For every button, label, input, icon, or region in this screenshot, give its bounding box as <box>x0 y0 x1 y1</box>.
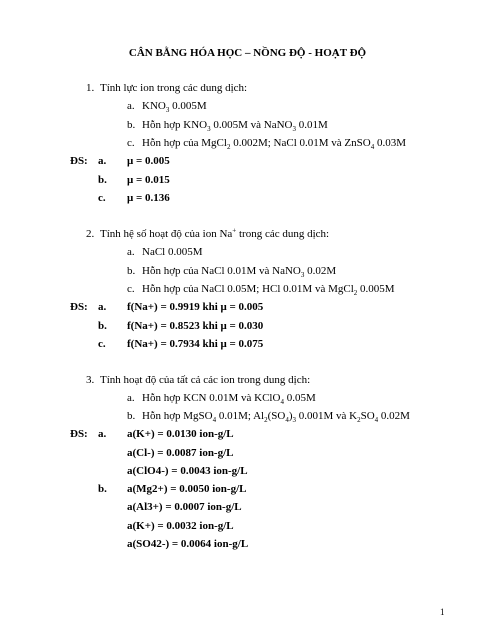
page-number: 1 <box>440 607 445 617</box>
q3-option-b-letter: b. <box>127 410 136 422</box>
question-2-text: Tính hệ số hoạt độ của ion Na+ trong các dung dịch: <box>100 226 330 240</box>
question-1-text: Tính lực ion trong các dung dịch: <box>100 82 248 94</box>
q2-option-c-letter: c. <box>127 283 135 295</box>
question-3-number: 3. <box>86 374 95 386</box>
q2-option-a: NaCl 0.005M <box>142 246 203 258</box>
q2-answer-label: ĐS: <box>70 301 88 313</box>
question-1-number: 1. <box>86 82 95 94</box>
q1-answer-c: μ = 0.136 <box>127 192 170 204</box>
q1-option-c: Hỗn hợp của MgCl$_2$ 0.002M; NaCl 0.01M và ZnSO$_4$ 0.03M <box>142 137 406 152</box>
question-2-number: 2. <box>86 228 95 240</box>
q1-answer-c-letter: c. <box>98 192 106 204</box>
q3-answer-b4: a(SO42-) = 0.0064 ion-g/L <box>127 538 249 550</box>
q3-answer-b3: a(K+) = 0.0032 ion-g/L <box>127 520 234 532</box>
q2-option-b: Hỗn hợp của NaCl 0.01M và NaNO$_3$ 0.02M <box>142 265 337 280</box>
q3-answer-b-letter: b. <box>98 483 107 495</box>
q1-answer-b-letter: b. <box>98 174 107 186</box>
q1-answer-b: μ = 0.015 <box>127 174 170 186</box>
q2-option-c: Hỗn hợp của NaCl 0.05M; HCl 0.01M và MgCl$_2$ 0.005M <box>142 283 395 298</box>
q3-answer-b2: a(Al3+) = 0.0007 ion-g/L <box>127 501 242 513</box>
q3-option-b: Hỗn hợp MgSO$_4$ 0.01M; $Al_2(SO_4)_3$ 0.001M và $K_2SO_4$ 0.02M <box>142 410 410 425</box>
q3-option-a: Hỗn hợp KCN 0.01M và KClO$_4$ 0.05M <box>142 392 316 407</box>
q3-answer-a2: a(Cl-) = 0.0087 ion-g/L <box>127 447 234 459</box>
q1-answer-a: μ = 0.005 <box>127 155 170 167</box>
q3-answer-a1: a(K+) = 0.0130 ion-g/L <box>127 428 234 440</box>
page-title: CÂN BẰNG HÓA HỌC – NỒNG ĐỘ - HOẠT ĐỘ <box>128 47 367 59</box>
q1-option-c-letter: c. <box>127 137 135 149</box>
q2-answer-c-letter: c. <box>98 338 106 350</box>
q3-answer-a-letter: a. <box>98 428 107 440</box>
q1-option-b-letter: b. <box>127 119 136 131</box>
q2-answer-b: f(Na+) = 0.8523 khi μ = 0.030 <box>127 320 264 332</box>
q2-answer-a: f(Na+) = 0.9919 khi μ = 0.005 <box>127 301 264 313</box>
q3-answer-a3: a(ClO4-) = 0.0043 ion-g/L <box>127 465 248 477</box>
q3-option-a-letter: a. <box>127 392 135 404</box>
q2-answer-b-letter: b. <box>98 320 107 332</box>
q1-option-a-letter: a. <box>127 100 135 112</box>
q3-answer-label: ĐS: <box>70 428 88 440</box>
q2-option-b-letter: b. <box>127 265 136 277</box>
q1-option-a: $KNO_3$ 0.005M <box>142 100 207 115</box>
q1-answer-a-letter: a. <box>98 155 107 167</box>
q1-answer-label: ĐS: <box>70 155 88 167</box>
q2-answer-a-letter: a. <box>98 301 107 313</box>
q2-answer-c: f(Na+) = 0.7934 khi μ = 0.075 <box>127 338 264 350</box>
question-3-text: Tính hoạt độ của tất cả các ion trong dung dịch: <box>100 374 311 386</box>
q3-answer-b1: a(Mg2+) = 0.0050 ion-g/L <box>127 483 247 495</box>
q2-option-a-letter: a. <box>127 246 135 258</box>
q1-option-b: Hỗn hợp $KNO_3$ 0.005M và NaNO$_3$ 0.01M <box>142 119 328 134</box>
